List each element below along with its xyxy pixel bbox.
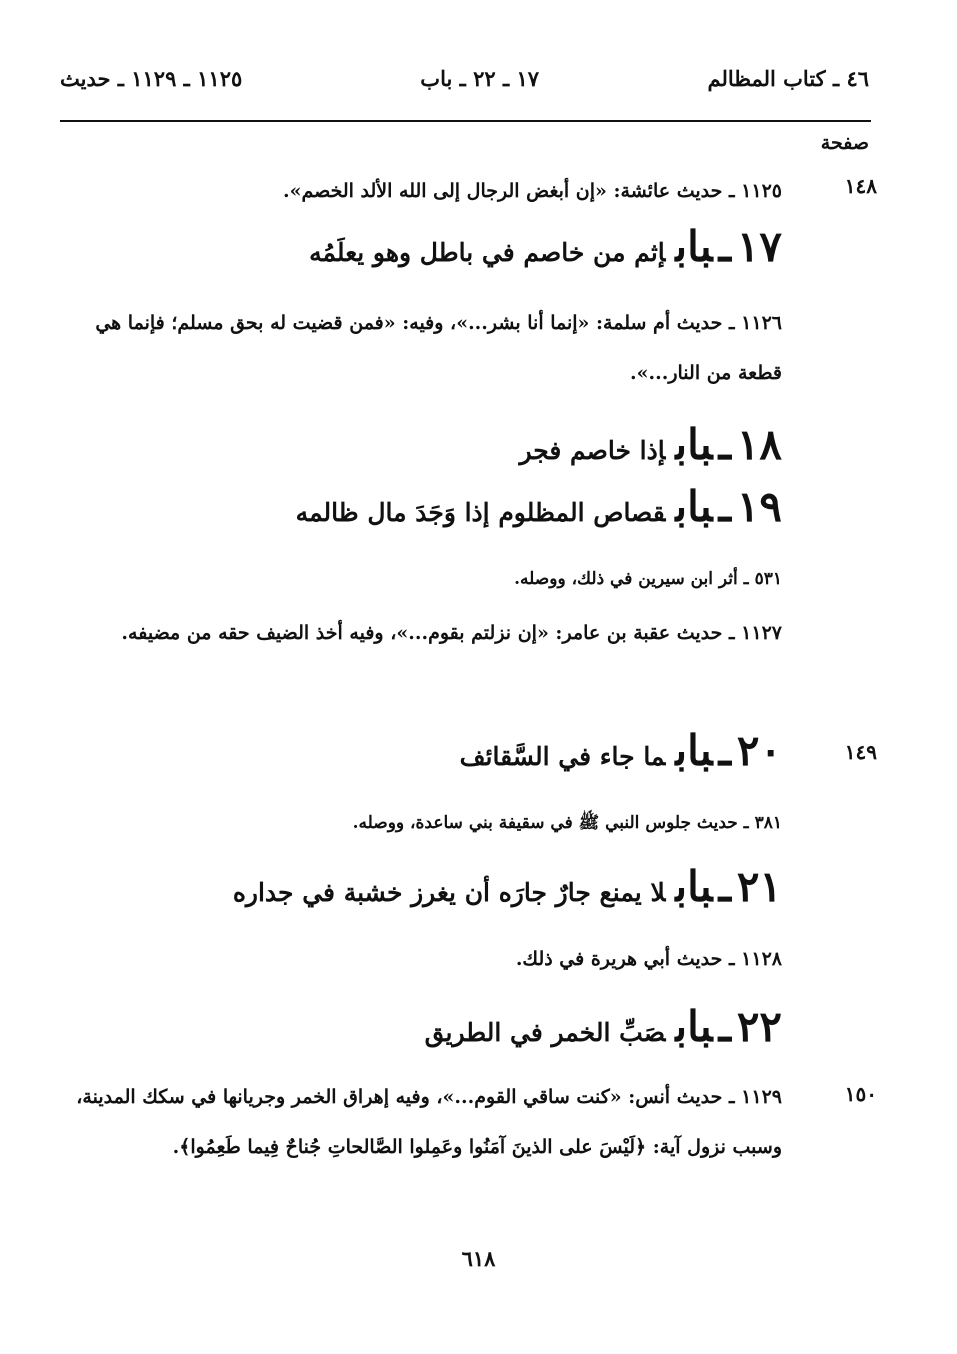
athar-entry: ٣٨١ ـ حديث جلوس النبي ﷺ في سقيفة بني ساعدة، ووصله. xyxy=(352,813,782,833)
hadith-entry: ١١٢٧ ـ حديث عقبة بن عامر: «إن نزلتم بقوم...»، وفيه أخذ الضيف حقه من مضيفه. xyxy=(121,622,782,644)
bab-dash: ـ xyxy=(718,222,731,271)
bab-number: ٢١ xyxy=(736,862,782,911)
hadith-entry: ١١٢٥ ـ حديث عائشة: «إن أبغض الرجال إلى الله الألد الخصم». xyxy=(282,180,782,202)
bab-word: باب xyxy=(675,482,713,531)
bab-title: إذا خاصم فجر xyxy=(519,436,666,465)
page-column-label: صفحة xyxy=(820,132,869,154)
bab-heading xyxy=(60,222,782,271)
bab-word: باب xyxy=(675,1002,713,1051)
header-hadith-range: ١١٢٥ ـ ١١٢٩ ـ حديث xyxy=(60,66,243,91)
bab-title: لا يمنع جارٌ جارَه أن يغرز خشبة في جداره xyxy=(232,878,666,907)
source-page-number: ١٤٨ xyxy=(844,174,877,198)
page-number: ٦١٨ xyxy=(461,1246,496,1271)
header-rule xyxy=(60,120,871,122)
bab-heading xyxy=(60,1002,782,1051)
bab-heading xyxy=(60,726,782,775)
hadith-entry: ١١٢٩ ـ حديث أنس: «كنت ساقي القوم...»، وفيه إهراق الخمر وجريانها في سكك المدينة، وسبب نزول آية: ﴿لَيْسَ على الذينَ آمَنُوا وعَمِلوا الصَّالحاتِ جُناحٌ فِيما طَعِمُوا﴾. xyxy=(76,1086,782,1158)
bab-heading xyxy=(60,420,782,469)
bab-word: باب xyxy=(675,862,713,911)
running-header xyxy=(60,58,869,98)
bab-number: ١٨ xyxy=(736,420,782,469)
bab-title: إثم من خاصم في باطل وهو يعلَمُه xyxy=(309,238,666,267)
bab-number: ٢٠ xyxy=(736,726,782,775)
header-chapter: ٤٦ ـ كتاب المظالم xyxy=(707,66,869,91)
bab-dash: ـ xyxy=(718,420,731,469)
bab-word: باب xyxy=(675,420,713,469)
bab-number: ٢٢ xyxy=(736,1002,782,1051)
bab-dash: ـ xyxy=(718,862,731,911)
bab-dash: ـ xyxy=(718,726,731,775)
source-page-number: ١٤٩ xyxy=(844,740,877,764)
bab-dash: ـ xyxy=(718,482,731,531)
bab-heading xyxy=(60,482,782,531)
source-page-number: ١٥٠ xyxy=(844,1082,877,1106)
bab-title: صَبِّ الخمر في الطريق xyxy=(424,1018,666,1047)
athar-entry: ٥٣١ ـ أثر ابن سيرين في ذلك، ووصله. xyxy=(514,569,782,589)
bab-title: ما جاء في السَّقائف xyxy=(459,742,666,771)
header-bab-range: ١٧ ـ ٢٢ ـ باب xyxy=(420,66,539,91)
bab-number: ١٧ xyxy=(736,222,782,271)
bab-number: ١٩ xyxy=(736,482,782,531)
bab-word: باب xyxy=(675,726,713,775)
hadith-entry: ١١٢٨ ـ حديث أبي هريرة في ذلك. xyxy=(515,948,782,970)
bab-heading xyxy=(60,862,782,911)
hadith-entry: ١١٢٦ ـ حديث أم سلمة: «إنما أنا بشر...»، وفيه: «فمن قضيت له بحق مسلم؛ فإنما هي قطعة من النار...». xyxy=(95,312,782,384)
bab-dash: ـ xyxy=(718,1002,731,1051)
bab-title: قصاص المظلوم إذا وَجَدَ مال ظالمه xyxy=(295,498,666,527)
bab-word: باب xyxy=(675,222,713,271)
